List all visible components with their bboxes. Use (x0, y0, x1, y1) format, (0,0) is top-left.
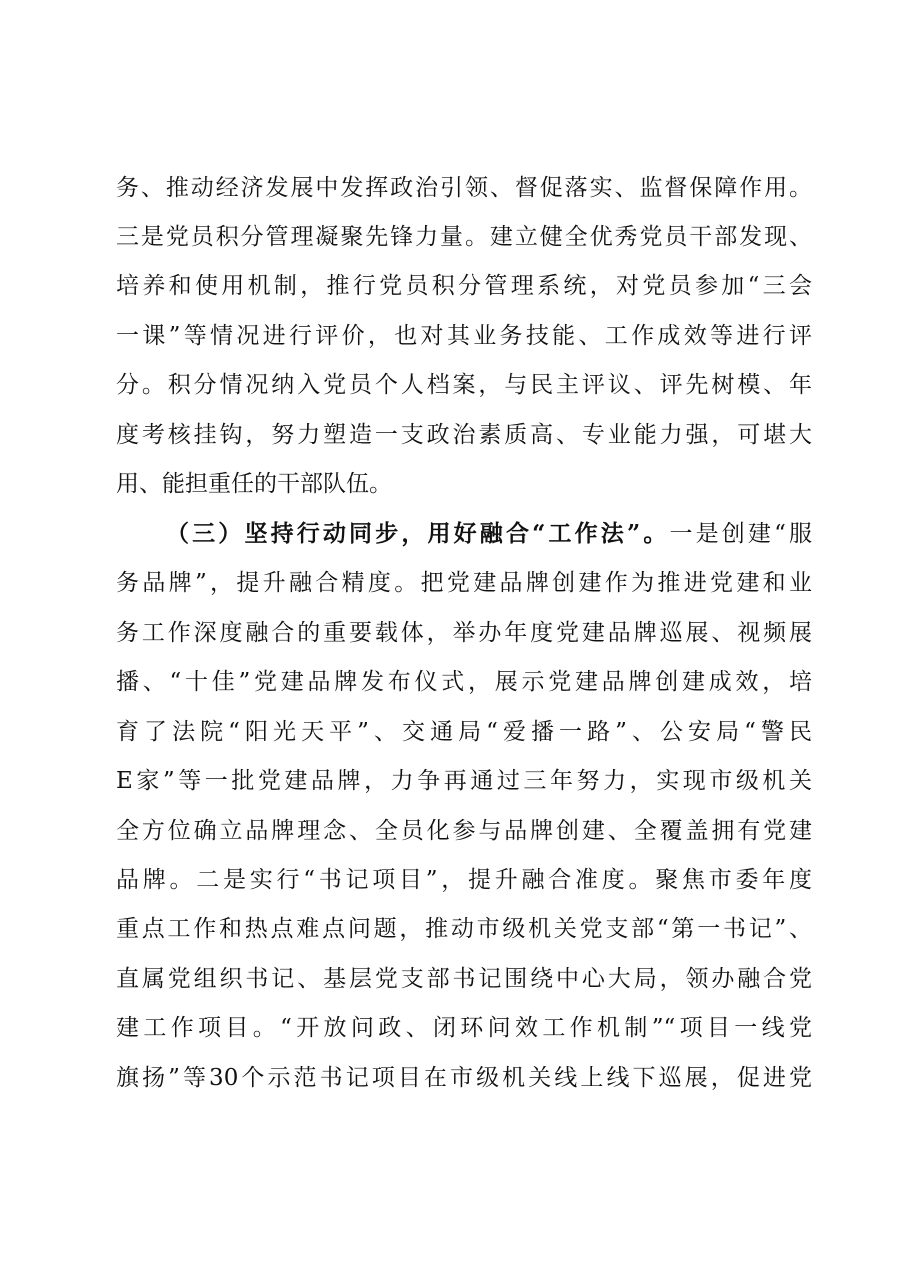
paragraph-line: 育了法院“阳光天平”、交通局“爱播一路”、公安局“警民 (116, 719, 812, 745)
paragraph-line: 务、推动经济发展中发挥政治引领、督促落实、监督保障作用。 (116, 175, 812, 201)
paragraph-line: 用、能担重任的干部队伍。 (116, 471, 392, 497)
paragraph-line: 分。积分情况纳入党员个人档案，与民主评议、评先树模、年 (116, 372, 812, 398)
paragraph-line: 度考核挂钩，努力塑造一支政治素质高、专业能力强，可堪大 (116, 422, 812, 448)
paragraph-line: 重点工作和热点难点问题，推动市级机关党支部“第一书记”、 (116, 916, 812, 942)
paragraph-line: 建工作项目。“开放问政、闭环问效工作机制”“项目一线党 (116, 1015, 812, 1041)
section-heading: （三）坚持行动同步，用好融合“工作法”。 (166, 520, 670, 547)
paragraph-line: 一课”等情况进行评价，也对其业务技能、工作成效等进行评 (116, 323, 812, 349)
paragraph-line: E家”等一批党建品牌，力争再通过三年努力，实现市级机关 (116, 768, 812, 794)
paragraph-line: 培养和使用机制，推行党员积分管理系统，对党员参加“三会 (116, 273, 812, 299)
paragraph-line: 三是党员积分管理凝聚先锋力量。建立健全优秀党员干部发现、 (116, 224, 812, 250)
paragraph-line: 全方位确立品牌理念、全员化参与品牌创建、全覆盖拥有党建 (116, 818, 812, 844)
paragraph-line: 直属党组织书记、基层党支部书记围绕中心大局，领办融合党 (116, 966, 812, 992)
paragraph-line: 播、“十佳”党建品牌发布仪式，展示党建品牌创建成效，培 (116, 669, 812, 695)
paragraph-line: 品牌。二是实行“书记项目”，提升融合准度。聚焦市委年度 (116, 867, 812, 893)
paragraph-line: 务品牌”，提升融合精度。把党建品牌创建作为推进党建和业 (116, 570, 812, 596)
paragraph-line: 旗扬”等30个示范书记项目在市级机关线上线下巡展，促进党 (116, 1065, 812, 1091)
section-heading-line: （三）坚持行动同步，用好融合“工作法”。一是创建“服 (166, 520, 812, 547)
paragraph-line: 务工作深度融合的重要载体，举办年度党建品牌巡展、视频展 (116, 620, 812, 646)
